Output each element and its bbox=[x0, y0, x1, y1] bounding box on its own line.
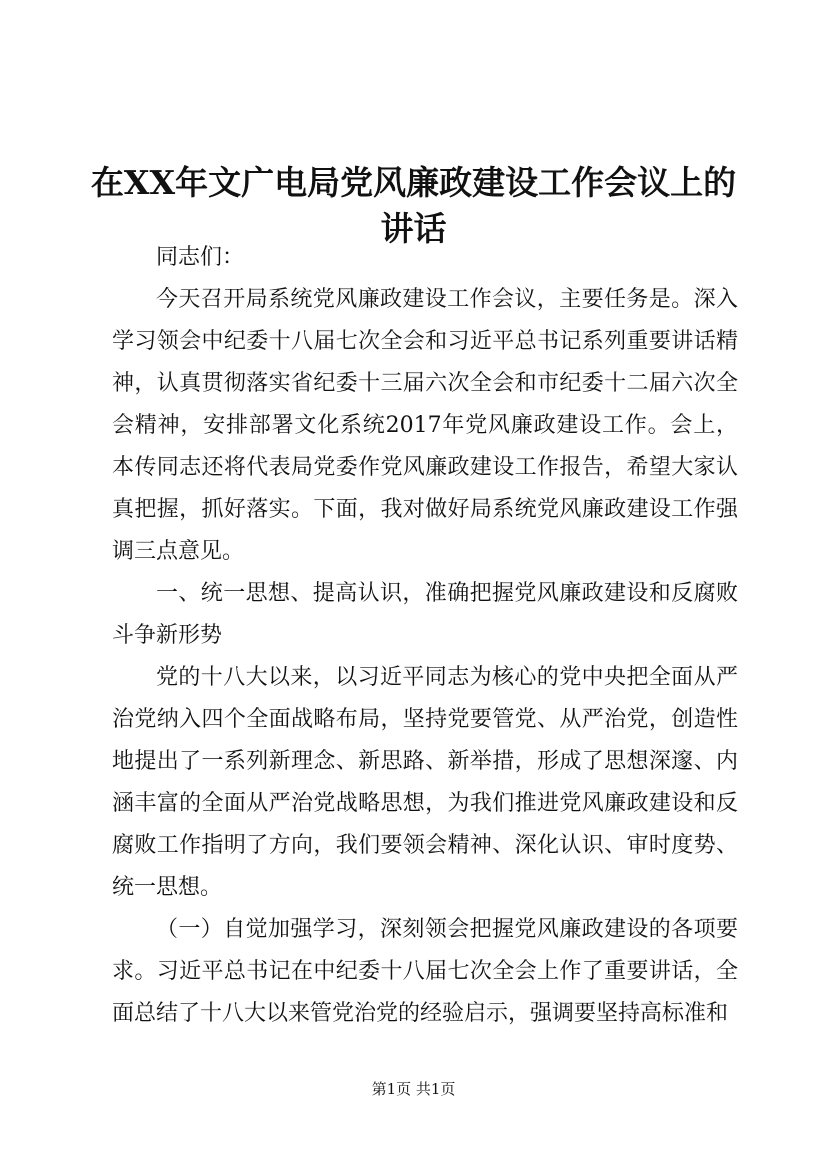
paragraph-subsection-one: （一）自觉加强学习，深刻领会把握党风廉政建设的各项要求。习近平总书记在中纪委十八届七次全会上作了重要讲话，全面总结了十八大以来管党治党的经验启示，强调要坚持高标准和 bbox=[112, 917, 738, 1026]
document-body bbox=[112, 237, 738, 1035]
paragraph-section-one: 党的十八大以来，以习近平同志为核心的党中央把全面从严治党纳入四个全面战略布局，坚持党要管党、从严治党，创造性地提出了一系列新理念、新思路、新举措，形成了思想深邃、内涵丰富的全面从严治党战略思想，为我们推进党风廉政建设和反腐败工作指明了方向，我们要领会精神、深化认识、审时度势、统一思想。 bbox=[112, 665, 738, 900]
document-title: 在XX年文广电局党风廉政建设工作会议上的讲话 bbox=[90, 163, 737, 249]
salutation: 同志们： bbox=[156, 245, 245, 270]
page-footer: 第1页 共1页 bbox=[371, 1080, 456, 1098]
paragraph-intro: 今天召开局系统党风廉政建设工作会议，主要任务是。深入学习领会中纪委十八届七次全会和习近平总书记系列重要讲话精神，认真贯彻落实省纪委十三届六次全会和市纪委十二届六次全会精神，安排部署文化系统2017年党风廉政建设工作。会上，本传同志还将代表局党委作党风廉政建设工作报告，希望大家认真把握，抓好落实。下面，我对做好局系统党风廉政建设工作强调三点意见。 bbox=[112, 287, 738, 564]
section-heading-one: 一、统一思想、提高认识，准确把握党风廉政建设和反腐败斗争新形势 bbox=[112, 581, 738, 648]
